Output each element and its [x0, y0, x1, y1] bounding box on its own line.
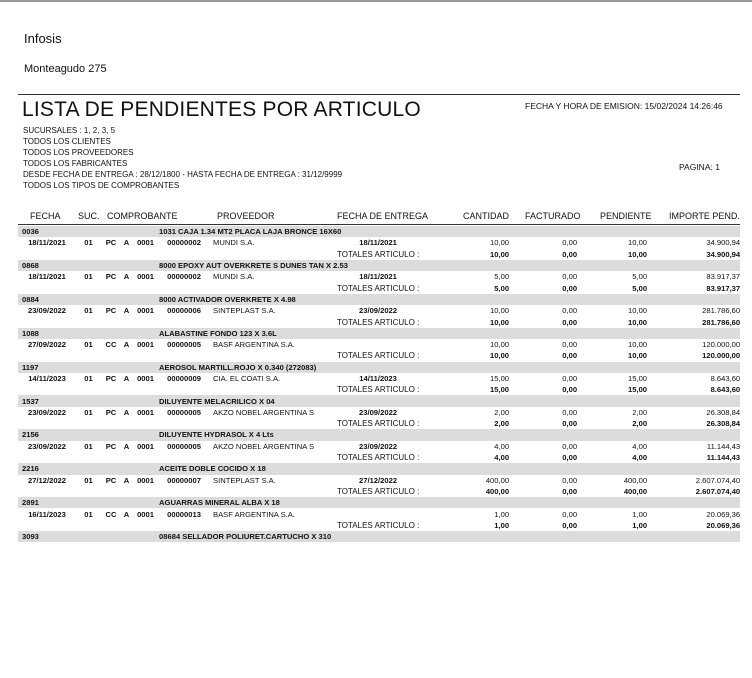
total-importe: 20.069,36 [706, 520, 741, 530]
totals-spacer [18, 520, 337, 531]
line-proveedor: AKZO NOBEL ARGENTINA S [213, 441, 315, 451]
totals-label: TOTALES ARTICULO : [337, 351, 420, 361]
total-importe: 83.917,37 [706, 283, 741, 293]
article-totals-row [18, 418, 740, 429]
article-header-row [18, 226, 740, 237]
filter-line: TODOS LOS FABRICANTES [23, 159, 128, 168]
line-tipo: PC [105, 475, 117, 485]
line-tipo: PC [105, 272, 117, 282]
line-facturado: 0,00 [562, 475, 578, 485]
totals-label: TOTALES ARTICULO : [337, 486, 420, 496]
report-table [18, 226, 740, 542]
emission-datetime: FECHA Y HORA DE EMISION: 15/02/2024 14:26:46 [525, 101, 723, 111]
line-pendiente: 5,00 [632, 272, 648, 282]
article-code: 0868 [18, 260, 159, 271]
article-header-row [18, 362, 740, 373]
column-rule [18, 224, 740, 225]
article-description: ACEITE DOBLE COCIDO X 18 [159, 463, 740, 474]
filter-line: SUCURSALES : 1, 2, 3, 5 [23, 126, 116, 135]
filter-line: TODOS LOS PROVEEDORES [23, 148, 134, 157]
line-suc: 01 [84, 407, 93, 417]
line-fecha-entrega: 14/11/2023 [359, 374, 397, 383]
total-pendiente: 10,00 [628, 317, 648, 327]
line-cantidad: 10,00 [490, 306, 510, 316]
company-name: Infosis [24, 31, 62, 46]
line-fecha: 23/09/2022 [27, 407, 66, 417]
line-proveedor: SINTEPLAST S.A. [213, 306, 276, 316]
line-cantidad: 1,00 [494, 509, 510, 519]
filter-line: TODOS LOS TIPOS DE COMPROBANTES [23, 181, 180, 190]
total-importe: 26.308,84 [706, 419, 741, 429]
top-border [0, 0, 752, 2]
line-pendiente: 10,00 [628, 340, 648, 350]
line-cantidad: 400,00 [485, 475, 510, 485]
line-importe: 120.000,00 [702, 340, 741, 350]
line-numero: 00000005 [167, 441, 201, 451]
totals-label: TOTALES ARTICULO : [337, 419, 420, 429]
totals-spacer [18, 418, 337, 429]
pending-line-row [18, 373, 740, 384]
article-header-row [18, 497, 740, 508]
totals-spacer [18, 316, 337, 327]
line-fecha: 14/11/2023 [28, 374, 66, 383]
line-letra: A [123, 238, 130, 248]
line-pendiente: 15,00 [628, 374, 648, 383]
line-facturado: 0,00 [562, 306, 578, 316]
total-pendiente: 400,00 [623, 486, 648, 496]
line-importe: 83.917,37 [706, 272, 741, 282]
line-proveedor: MUNDI S.A. [213, 272, 255, 282]
total-pendiente: 2,00 [632, 419, 648, 429]
line-fecha: 16/11/2023 [28, 509, 66, 519]
col-importe: IMPORTE PEND. [669, 211, 740, 221]
line-importe: 26.308,84 [706, 407, 741, 417]
line-fecha-entrega: 18/11/2021 [359, 272, 397, 282]
article-code: 0036 [18, 226, 159, 237]
totals-spacer [18, 350, 337, 361]
totals-spacer [18, 282, 337, 293]
totals-spacer [18, 384, 337, 395]
line-proveedor: CIA. EL COATI S.A. [213, 374, 281, 383]
totals-label: TOTALES ARTICULO : [337, 249, 420, 259]
article-header-row [18, 294, 740, 305]
col-proveedor: PROVEEDOR [217, 211, 275, 221]
article-code: 2156 [18, 429, 159, 440]
line-numero: 00000005 [167, 340, 201, 350]
article-totals-row [18, 249, 740, 260]
line-cantidad: 4,00 [494, 441, 510, 451]
line-suc: 01 [84, 306, 93, 316]
line-suc: 01 [84, 475, 93, 485]
article-totals-row [18, 350, 740, 361]
article-totals-row [18, 282, 740, 293]
line-pendiente: 1,00 [632, 509, 648, 519]
total-importe: 8.643,60 [710, 385, 741, 395]
total-importe: 2.607.074,40 [695, 486, 741, 496]
article-description: 1031 CAJA 1.34 MT2 PLACA LAJA BRONCE 16X60 [159, 226, 740, 237]
header-rule [18, 94, 740, 95]
line-punto: 0001 [137, 306, 154, 316]
line-letra: A [123, 441, 130, 451]
line-fecha: 23/09/2022 [27, 441, 66, 451]
article-code: 3093 [18, 531, 159, 542]
article-code: 1537 [18, 395, 159, 406]
pending-line-row [18, 441, 740, 452]
col-cantidad: CANTIDAD [463, 211, 510, 221]
totals-label: TOTALES ARTICULO : [337, 283, 420, 293]
article-header-row [18, 260, 740, 271]
article-code: 1197 [18, 362, 159, 373]
line-punto: 0001 [137, 238, 154, 248]
line-letra: A [123, 340, 130, 350]
line-punto: 0001 [137, 340, 154, 350]
line-numero: 00000006 [167, 306, 201, 316]
total-cantidad: 10,00 [490, 317, 510, 327]
article-description: 08684 SELLADOR POLIURET.CARTUCHO X 310 [159, 531, 740, 542]
line-punto: 0001 [137, 441, 154, 451]
pending-line-row [18, 271, 740, 282]
line-proveedor: AKZO NOBEL ARGENTINA S [213, 407, 315, 417]
article-code: 0884 [18, 294, 159, 305]
article-header-row [18, 395, 740, 406]
line-importe: 20.069,36 [706, 509, 741, 519]
line-fecha-entrega: 18/11/2021 [359, 238, 397, 248]
article-description: 8000 ACTIVADOR OVERKRETE X 4.98 [159, 294, 740, 305]
totals-spacer [18, 249, 337, 260]
col-facturado: FACTURADO [525, 211, 581, 221]
pending-line-row [18, 407, 740, 418]
line-punto: 0001 [137, 509, 154, 519]
line-facturado: 0,00 [562, 441, 578, 451]
line-importe: 8.643,60 [710, 374, 741, 383]
line-proveedor: SINTEPLAST S.A. [213, 475, 276, 485]
article-code: 2891 [18, 497, 159, 508]
total-importe: 11.144,43 [706, 453, 741, 463]
line-facturado: 0,00 [562, 340, 578, 350]
article-description: DILUYENTE HYDRASOL X 4 Lts [159, 429, 740, 440]
line-numero: 00000013 [167, 509, 201, 519]
filter-line: DESDE FECHA DE ENTREGA : 28/12/1800 - HASTA FECHA DE ENTREGA : 31/12/9999 [23, 170, 343, 179]
article-header-row [18, 531, 740, 542]
filter-line: TODOS LOS CLIENTES [23, 137, 111, 146]
col-comprobante: COMPROBANTE [107, 211, 178, 221]
line-tipo: PC [105, 374, 117, 383]
line-pendiente: 10,00 [628, 238, 648, 248]
line-cantidad: 15,00 [490, 374, 510, 383]
total-pendiente: 10,00 [628, 351, 648, 361]
line-fecha: 18/11/2021 [28, 238, 66, 248]
line-tipo: PC [105, 407, 117, 417]
line-tipo: CC [105, 340, 117, 350]
line-letra: A [123, 306, 130, 316]
line-cantidad: 10,00 [490, 238, 510, 248]
total-pendiente: 1,00 [632, 520, 648, 530]
company-address: Monteagudo 275 [24, 63, 107, 75]
article-description: 8000 EPOXY AUT OVERKRETE S DUNES TAN X 2.53 [159, 260, 740, 271]
article-description: ALABASTINE FONDO 123 X 3.6L [159, 328, 740, 339]
article-header-row [18, 429, 740, 440]
total-facturado: 0,00 [562, 385, 578, 395]
line-pendiente: 10,00 [628, 306, 648, 316]
line-importe: 11.144,43 [706, 441, 741, 451]
line-cantidad: 2,00 [494, 407, 510, 417]
total-cantidad: 2,00 [494, 419, 510, 429]
article-header-row [18, 463, 740, 474]
line-importe: 281.786,60 [702, 306, 741, 316]
line-facturado: 0,00 [562, 374, 578, 383]
line-suc: 01 [84, 374, 93, 383]
pending-line-row [18, 508, 740, 519]
pending-line-row [18, 305, 740, 316]
totals-label: TOTALES ARTICULO : [337, 520, 420, 530]
article-header-row [18, 328, 740, 339]
total-cantidad: 10,00 [490, 351, 510, 361]
col-fecha-entrega: FECHA DE ENTREGA [337, 211, 429, 221]
line-numero: 00000005 [167, 407, 201, 417]
line-fecha: 27/09/2022 [27, 340, 66, 350]
total-facturado: 0,00 [562, 486, 578, 496]
line-punto: 0001 [137, 475, 154, 485]
article-totals-row [18, 486, 740, 497]
line-proveedor: BASF ARGENTINA S.A. [213, 509, 295, 519]
line-importe: 34.900,94 [706, 238, 741, 248]
line-fecha-entrega: 23/09/2022 [359, 407, 398, 417]
total-facturado: 0,00 [562, 317, 578, 327]
pending-line-row [18, 339, 740, 350]
totals-label: TOTALES ARTICULO : [337, 385, 420, 395]
line-suc: 01 [84, 509, 93, 519]
article-totals-row [18, 452, 740, 463]
line-tipo: CC [105, 509, 117, 519]
line-fecha: 27/12/2022 [27, 475, 66, 485]
line-letra: A [123, 407, 130, 417]
total-cantidad: 1,00 [494, 520, 510, 530]
line-letra: A [123, 374, 130, 383]
article-code: 2216 [18, 463, 159, 474]
line-tipo: PC [105, 441, 117, 451]
total-facturado: 0,00 [562, 520, 578, 530]
line-suc: 01 [84, 340, 93, 350]
col-fecha: FECHA [30, 211, 61, 221]
total-pendiente: 15,00 [628, 385, 648, 395]
line-cantidad: 10,00 [490, 340, 510, 350]
total-cantidad: 10,00 [490, 249, 510, 259]
line-facturado: 0,00 [562, 407, 578, 417]
total-cantidad: 5,00 [494, 283, 510, 293]
line-suc: 01 [84, 441, 93, 451]
article-totals-row [18, 316, 740, 327]
total-pendiente: 10,00 [628, 249, 648, 259]
article-description: AGUARRAS MINERAL ALBA X 18 [159, 497, 740, 508]
line-pendiente: 400,00 [623, 475, 648, 485]
line-fecha: 23/09/2022 [27, 306, 66, 316]
total-cantidad: 400,00 [485, 486, 510, 496]
article-totals-row [18, 384, 740, 395]
line-fecha-entrega: 27/12/2022 [359, 475, 398, 485]
line-fecha-entrega [337, 508, 419, 519]
line-numero: 00000002 [167, 272, 201, 282]
line-pendiente: 2,00 [632, 407, 648, 417]
page-number: PAGINA: 1 [679, 162, 720, 172]
total-facturado: 0,00 [562, 351, 578, 361]
line-facturado: 0,00 [562, 238, 578, 248]
line-cantidad: 5,00 [494, 272, 510, 282]
total-facturado: 0,00 [562, 453, 578, 463]
line-facturado: 0,00 [562, 272, 578, 282]
total-pendiente: 4,00 [632, 453, 648, 463]
line-fecha: 18/11/2021 [28, 272, 66, 282]
article-description: AEROSOL MARTILL.ROJO X 0.340 (272083) [159, 362, 740, 373]
col-suc: SUC. [78, 211, 100, 221]
line-punto: 0001 [137, 407, 154, 417]
totals-label: TOTALES ARTICULO : [337, 453, 420, 463]
line-importe: 2.607.074,40 [695, 475, 741, 485]
line-punto: 0001 [137, 272, 154, 282]
total-facturado: 0,00 [562, 283, 578, 293]
totals-spacer [18, 452, 337, 463]
line-letra: A [123, 509, 130, 519]
line-numero: 00000009 [167, 374, 201, 383]
line-suc: 01 [84, 238, 93, 248]
total-cantidad: 4,00 [494, 453, 510, 463]
total-pendiente: 5,00 [632, 283, 648, 293]
line-letra: A [123, 475, 130, 485]
article-totals-row [18, 520, 740, 531]
line-tipo: PC [105, 306, 117, 316]
totals-label: TOTALES ARTICULO : [337, 317, 420, 327]
line-proveedor: MUNDI S.A. [213, 238, 255, 248]
report-title: LISTA DE PENDIENTES POR ARTICULO [22, 98, 421, 121]
pending-line-row [18, 475, 740, 486]
pending-line-row [18, 237, 740, 248]
line-proveedor: BASF ARGENTINA S.A. [213, 340, 295, 350]
col-pendiente: PENDIENTE [600, 211, 652, 221]
total-facturado: 0,00 [562, 249, 578, 259]
line-pendiente: 4,00 [632, 441, 648, 451]
total-importe: 34.900,94 [706, 249, 741, 259]
line-numero: 00000002 [167, 238, 201, 248]
total-facturado: 0,00 [562, 419, 578, 429]
report-filters [23, 125, 342, 191]
line-fecha-entrega [337, 339, 419, 350]
line-facturado: 0,00 [562, 509, 578, 519]
total-cantidad: 15,00 [490, 385, 510, 395]
line-fecha-entrega: 23/09/2022 [359, 441, 398, 451]
line-fecha-entrega: 23/09/2022 [359, 306, 398, 316]
total-importe: 281.786,60 [702, 317, 741, 327]
totals-spacer [18, 486, 337, 497]
article-code: 1088 [18, 328, 159, 339]
line-numero: 00000007 [167, 475, 201, 485]
total-importe: 120.000,00 [702, 351, 741, 361]
line-letra: A [123, 272, 130, 282]
line-tipo: PC [105, 238, 117, 248]
article-description: DILUYENTE MELACRILICO X 04 [159, 395, 740, 406]
line-suc: 01 [84, 272, 93, 282]
line-punto: 0001 [137, 374, 154, 383]
